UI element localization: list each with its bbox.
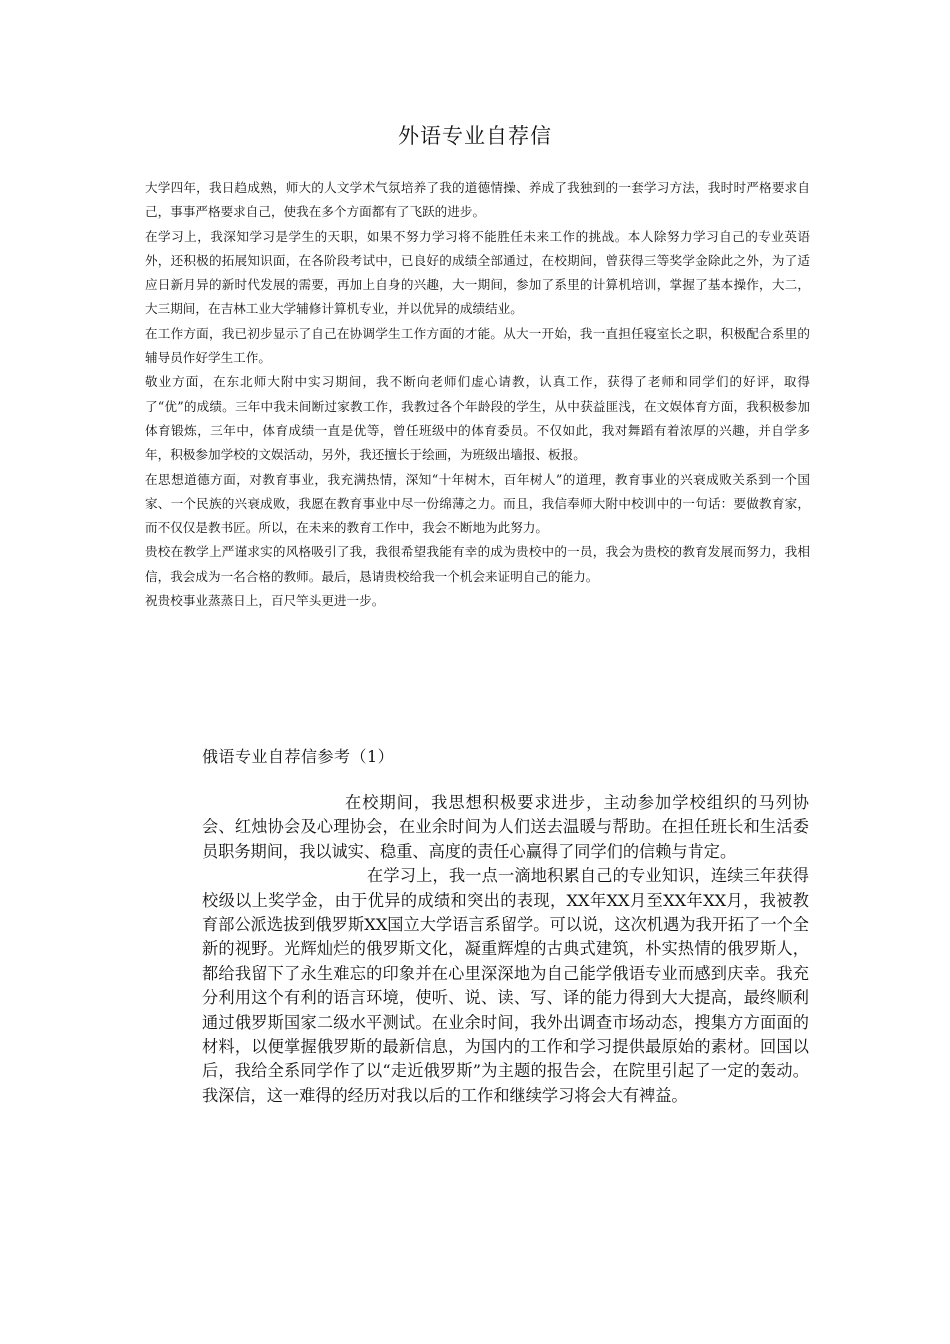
letter2-paragraph: 在学习上，我一点一滴地积累自己的专业知识，连续三年获得校级以上奖学金，由于优异的成绩和突出的表现，XX年XX月至XX年XX月，我被教育部公派选拔到俄罗斯XX国立大学语言系留学。可以说，这次机遇为我开拓了一个全新的视野。光辉灿烂的俄罗斯文化，凝重辉煌的古典式建筑，朴实热情的俄罗斯人，都给我留下了永生难忘的印象并在心里深深地为自己能学俄语专业而感到庆幸。我充分利用这个有利的语言环境，使听、说、读、写、译的能力得到大大提高，最终顺利通过俄罗斯国家二级水平测试。在业余时间，我外出调查市场动态，搜集方方面面的材料，以便掌握俄罗斯的最新信息，为国内的工作和学习提供最原始的素材。回国以后，我给全系同学作了以“走近俄罗斯”为主题的报告会，在院里引起了一定的轰动。我深信，这一难得的经历对我以后的工作和继续学习将会大有裨益。 (202, 866, 809, 1105)
letter2-title: 俄语专业自荐信参考（1） (202, 747, 395, 766)
letter1-body (145, 176, 810, 613)
letter1-paragraph: 在思想道德方面，对教育事业，我充满热情，深知“十年树木，百年树人”的道理，教育事业的兴衰成败关系到一个国家、一个民族的兴衰成败，我愿在教育事业中尽一份绵薄之力。而且，我信奉师大附中校训中的一句话：要做教育家，而不仅仅是教书匠。所以，在未来的教育工作中，我会不断地为此努力。 (145, 471, 810, 536)
letter1-title: 外语专业自荐信 (398, 124, 552, 148)
letter1-paragraph: 在学习上，我深知学习是学生的天职，如果不努力学习将不能胜任未来工作的挑战。本人除努力学习自己的专业英语外，还积极的拓展知识面，在各阶段考试中，已良好的成绩全部通过，在校期间，曾获得三等奖学金除此之外，为了适应日新月异的新时代发展的需要，再加上自身的兴趣，大一期间，参加了系里的计算机培训，掌握了基本操作，大二，大三期间，在吉林工业大学辅修计算机专业，并以优异的成绩结业。 (145, 228, 810, 317)
letter1-paragraph: 敬业方面，在东北师大附中实习期间，我不断向老师们虚心请教，认真工作，获得了老师和同学们的好评，取得了“优”的成绩。三年中我未间断过家教工作，我教过各个年龄段的学生，从中获益匪浅，在文娱体育方面，我积极参加体育锻炼，三年中，体育成绩一直是优等，曾任班级中的体育委员。不仅如此，我对舞蹈有着浓厚的兴趣，并自学多年，积极参加学校的文娱活动，另外，我还擅长于绘画，为班级出墙报、板报。 (145, 374, 810, 463)
letter1-paragraph: 在工作方面，我已初步显示了自己在协调学生工作方面的才能。从大一开始，我一直担任寝室长之职，积极配合系里的辅导员作好学生工作。 (145, 325, 810, 366)
letter2-body (202, 791, 809, 1108)
letter1-paragraph: 大学四年，我日趋成熟，师大的人文学术气氛培养了我的道德情操、养成了我独到的一套学习方法，我时时严格要求自己，事事严格要求自己，使我在多个方面都有了飞跃的进步。 (145, 180, 810, 220)
letter1-paragraph: 祝贵校事业蒸蒸日上，百尺竿头更进一步。 (145, 593, 385, 609)
letter2-paragraph: 在校期间，我思想积极要求进步，主动参加学校组织的马列协会、红烛协会及心理协会，在业余时间为人们送去温暖与帮助。在担任班长和生活委员职务期间，我以诚实、稳重、高度的责任心赢得了同学们的信赖与肯定。 (202, 793, 809, 861)
letter1-paragraph: 贵校在教学上严谨求实的风格吸引了我，我很希望我能有幸的成为贵校中的一员，我会为贵校的教育发展而努力，我相信，我会成为一名合格的教师。最后，恳请贵校给我一个机会来证明自己的能力。 (145, 544, 810, 584)
